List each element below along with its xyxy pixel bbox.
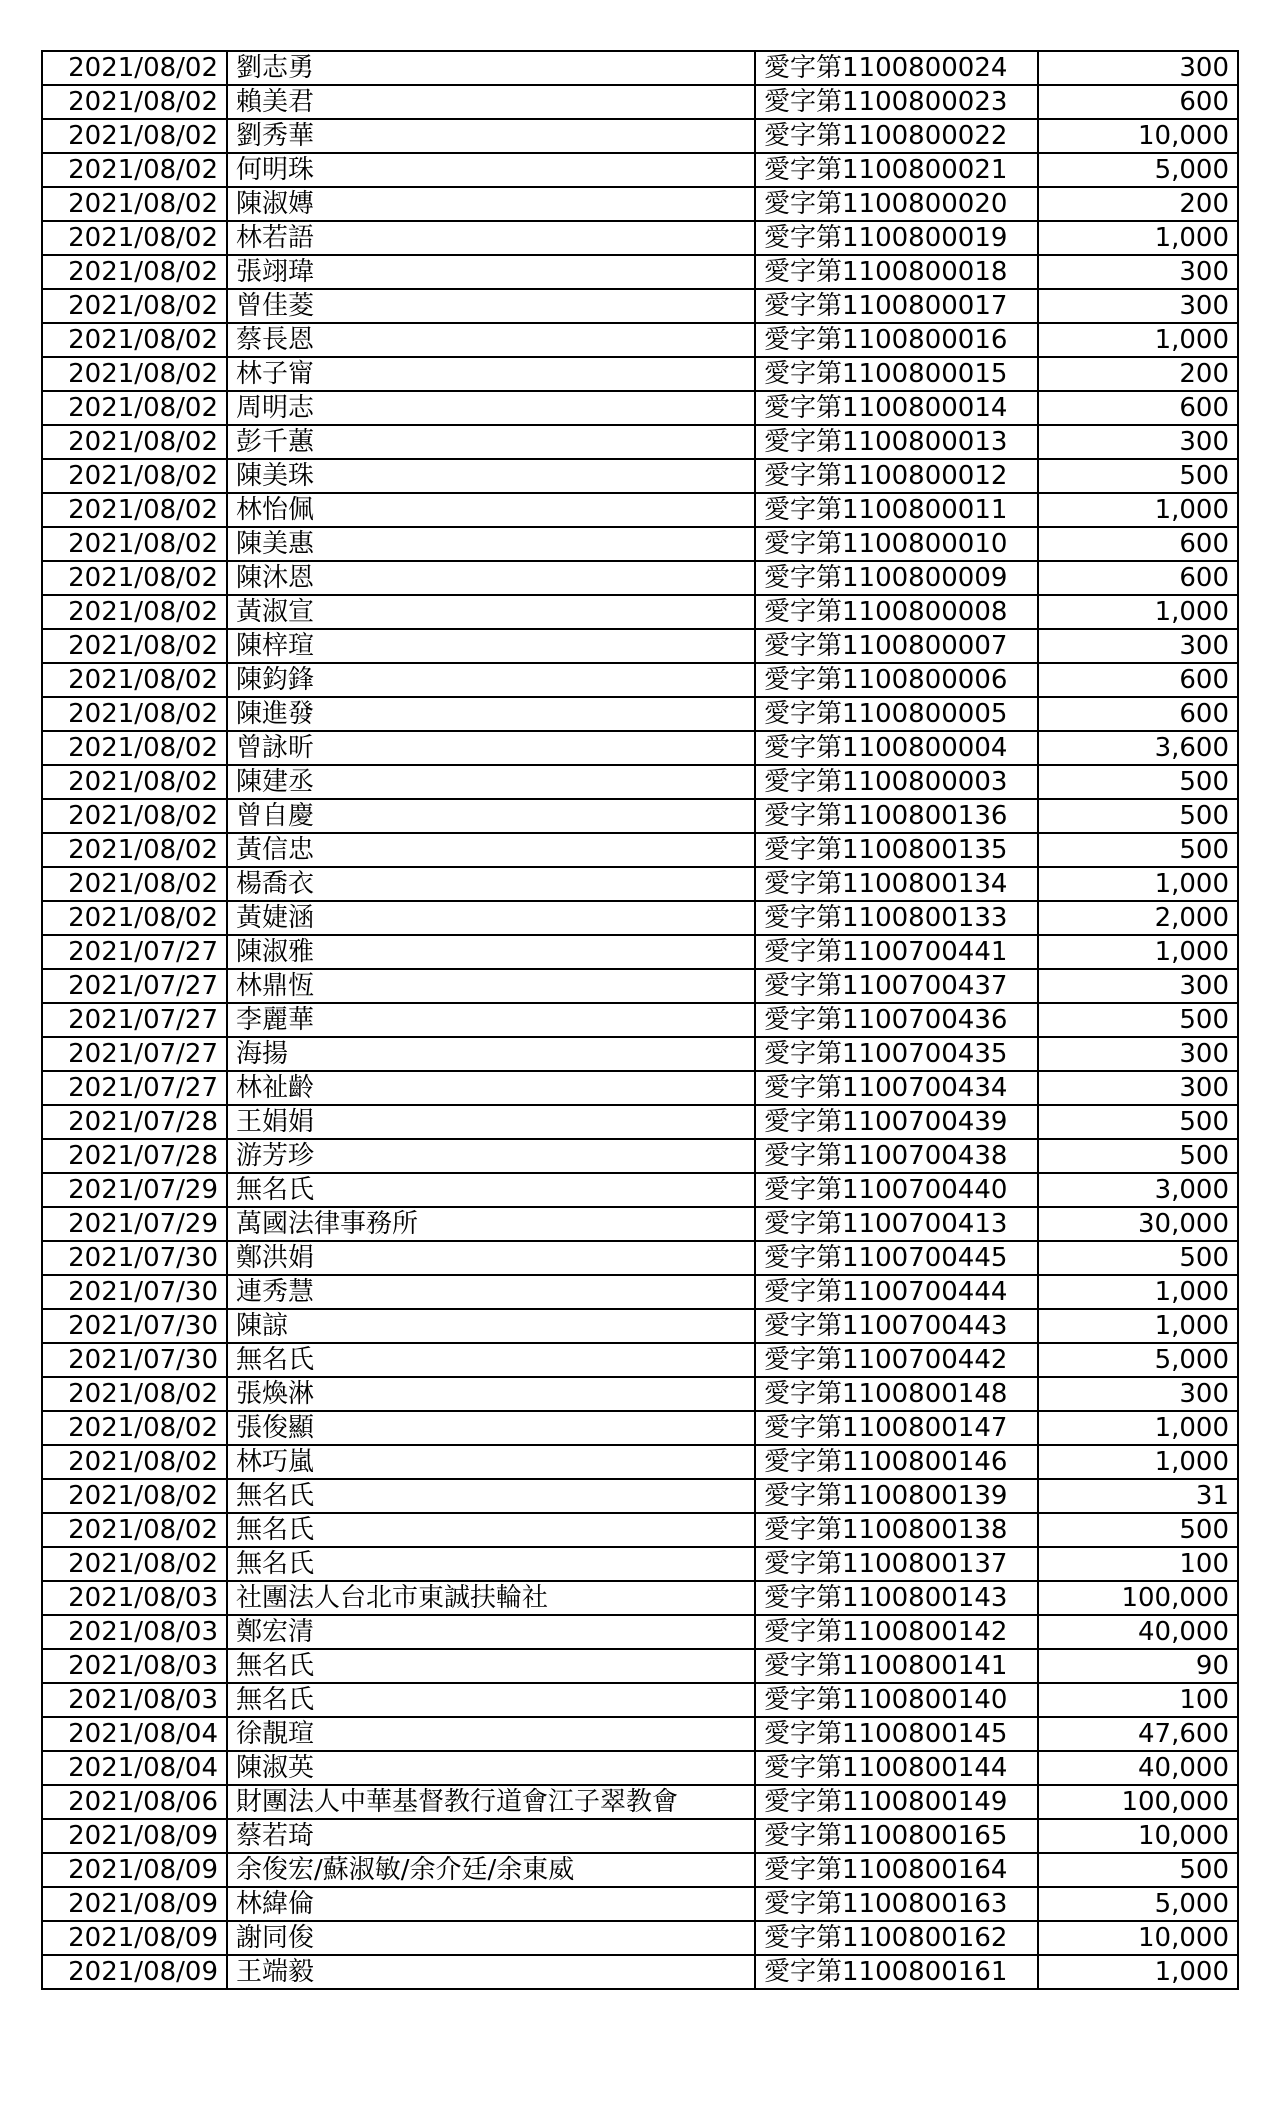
table-row <box>42 595 1238 629</box>
row-date: 2021/07/27 <box>42 1071 227 1105</box>
row-donor-name: 張煥淋 <box>227 1377 755 1411</box>
table-row <box>42 1037 1238 1071</box>
row-amount: 10,000 <box>1038 1921 1238 1955</box>
row-date: 2021/07/29 <box>42 1207 227 1241</box>
row-donor-name: 蔡若琦 <box>227 1819 755 1853</box>
table-row <box>42 629 1238 663</box>
row-donor-name: 財團法人中華基督教行道會江子翠教會 <box>227 1785 755 1819</box>
row-donor-name: 林怡佩 <box>227 493 755 527</box>
row-amount: 600 <box>1038 85 1238 119</box>
table-row <box>42 357 1238 391</box>
row-receipt-number: 愛字第1100800011 <box>755 493 1038 527</box>
row-donor-name: 林若語 <box>227 221 755 255</box>
row-date: 2021/08/02 <box>42 765 227 799</box>
row-receipt-number: 愛字第1100700436 <box>755 1003 1038 1037</box>
row-donor-name: 王端毅 <box>227 1955 755 1989</box>
row-amount: 1,000 <box>1038 1955 1238 1989</box>
row-date: 2021/07/30 <box>42 1275 227 1309</box>
table-row <box>42 1071 1238 1105</box>
row-amount: 500 <box>1038 799 1238 833</box>
row-donor-name: 何明珠 <box>227 153 755 187</box>
row-amount: 300 <box>1038 51 1238 85</box>
row-receipt-number: 愛字第1100700442 <box>755 1343 1038 1377</box>
table-row <box>42 1513 1238 1547</box>
row-amount: 600 <box>1038 697 1238 731</box>
table-row <box>42 1377 1238 1411</box>
row-amount: 1,000 <box>1038 221 1238 255</box>
row-date: 2021/07/28 <box>42 1105 227 1139</box>
row-receipt-number: 愛字第1100800164 <box>755 1853 1038 1887</box>
row-amount: 1,000 <box>1038 935 1238 969</box>
row-amount: 300 <box>1038 289 1238 323</box>
row-donor-name: 陳沐恩 <box>227 561 755 595</box>
row-date: 2021/08/03 <box>42 1615 227 1649</box>
table-row <box>42 1173 1238 1207</box>
row-date: 2021/08/09 <box>42 1887 227 1921</box>
row-date: 2021/08/02 <box>42 153 227 187</box>
table-row <box>42 85 1238 119</box>
table-row <box>42 935 1238 969</box>
table-row <box>42 1853 1238 1887</box>
row-receipt-number: 愛字第1100800006 <box>755 663 1038 697</box>
row-receipt-number: 愛字第1100800020 <box>755 187 1038 221</box>
row-receipt-number: 愛字第1100700443 <box>755 1309 1038 1343</box>
row-receipt-number: 愛字第1100800147 <box>755 1411 1038 1445</box>
row-date: 2021/08/02 <box>42 323 227 357</box>
row-donor-name: 萬國法律事務所 <box>227 1207 755 1241</box>
row-donor-name: 劉秀華 <box>227 119 755 153</box>
row-donor-name: 游芳珍 <box>227 1139 755 1173</box>
row-date: 2021/08/02 <box>42 663 227 697</box>
row-date: 2021/07/28 <box>42 1139 227 1173</box>
row-amount: 600 <box>1038 527 1238 561</box>
row-date: 2021/08/02 <box>42 799 227 833</box>
row-date: 2021/08/02 <box>42 901 227 935</box>
row-date: 2021/08/02 <box>42 85 227 119</box>
table-row <box>42 1955 1238 1989</box>
row-date: 2021/08/02 <box>42 357 227 391</box>
row-date: 2021/08/04 <box>42 1751 227 1785</box>
row-amount: 100,000 <box>1038 1785 1238 1819</box>
row-amount: 600 <box>1038 663 1238 697</box>
row-receipt-number: 愛字第1100800140 <box>755 1683 1038 1717</box>
table-row <box>42 221 1238 255</box>
row-amount: 600 <box>1038 561 1238 595</box>
table-row <box>42 1479 1238 1513</box>
row-amount: 1,000 <box>1038 1445 1238 1479</box>
row-donor-name: 陳淑嫥 <box>227 187 755 221</box>
row-donor-name: 曾自慶 <box>227 799 755 833</box>
row-date: 2021/08/02 <box>42 289 227 323</box>
row-receipt-number: 愛字第1100700413 <box>755 1207 1038 1241</box>
row-amount: 500 <box>1038 833 1238 867</box>
row-donor-name: 連秀慧 <box>227 1275 755 1309</box>
table-row <box>42 1547 1238 1581</box>
row-amount: 500 <box>1038 459 1238 493</box>
row-date: 2021/07/27 <box>42 935 227 969</box>
row-date: 2021/08/02 <box>42 459 227 493</box>
table-row <box>42 119 1238 153</box>
row-receipt-number: 愛字第1100800023 <box>755 85 1038 119</box>
row-amount: 200 <box>1038 187 1238 221</box>
row-amount: 10,000 <box>1038 1819 1238 1853</box>
table-row <box>42 697 1238 731</box>
row-donor-name: 鄭洪娟 <box>227 1241 755 1275</box>
row-receipt-number: 愛字第1100700437 <box>755 969 1038 1003</box>
row-donor-name: 曾詠昕 <box>227 731 755 765</box>
row-donor-name: 李麗華 <box>227 1003 755 1037</box>
row-donor-name: 賴美君 <box>227 85 755 119</box>
table-row <box>42 1309 1238 1343</box>
row-date: 2021/08/02 <box>42 425 227 459</box>
row-receipt-number: 愛字第1100800144 <box>755 1751 1038 1785</box>
row-date: 2021/08/02 <box>42 391 227 425</box>
table-row <box>42 51 1238 85</box>
row-receipt-number: 愛字第1100800005 <box>755 697 1038 731</box>
table-row <box>42 1717 1238 1751</box>
row-receipt-number: 愛字第1100800138 <box>755 1513 1038 1547</box>
row-receipt-number: 愛字第1100700440 <box>755 1173 1038 1207</box>
row-receipt-number: 愛字第1100800009 <box>755 561 1038 595</box>
table-row <box>42 1649 1238 1683</box>
row-amount: 600 <box>1038 391 1238 425</box>
row-date: 2021/08/02 <box>42 561 227 595</box>
row-date: 2021/08/02 <box>42 527 227 561</box>
table-row <box>42 187 1238 221</box>
row-date: 2021/08/09 <box>42 1955 227 1989</box>
row-donor-name: 海揚 <box>227 1037 755 1071</box>
row-amount: 300 <box>1038 1377 1238 1411</box>
row-receipt-number: 愛字第1100800012 <box>755 459 1038 493</box>
row-date: 2021/08/02 <box>42 255 227 289</box>
row-amount: 500 <box>1038 1003 1238 1037</box>
row-amount: 47,600 <box>1038 1717 1238 1751</box>
row-donor-name: 黃信忠 <box>227 833 755 867</box>
row-donor-name: 林緯倫 <box>227 1887 755 1921</box>
row-amount: 300 <box>1038 629 1238 663</box>
table-row <box>42 1921 1238 1955</box>
table-row <box>42 527 1238 561</box>
row-receipt-number: 愛字第1100800143 <box>755 1581 1038 1615</box>
table-row <box>42 867 1238 901</box>
row-amount: 500 <box>1038 1513 1238 1547</box>
row-receipt-number: 愛字第1100800135 <box>755 833 1038 867</box>
row-donor-name: 陳梓瑄 <box>227 629 755 663</box>
row-receipt-number: 愛字第1100800161 <box>755 1955 1038 1989</box>
row-amount: 500 <box>1038 1139 1238 1173</box>
ledger-body <box>42 51 1238 1989</box>
row-receipt-number: 愛字第1100800134 <box>755 867 1038 901</box>
row-receipt-number: 愛字第1100800003 <box>755 765 1038 799</box>
row-amount: 1,000 <box>1038 1309 1238 1343</box>
table-row <box>42 1411 1238 1445</box>
row-donor-name: 社團法人台北市東誠扶輪社 <box>227 1581 755 1615</box>
row-date: 2021/08/02 <box>42 119 227 153</box>
row-receipt-number: 愛字第1100800008 <box>755 595 1038 629</box>
row-date: 2021/08/02 <box>42 1411 227 1445</box>
row-date: 2021/08/04 <box>42 1717 227 1751</box>
row-donor-name: 謝同俊 <box>227 1921 755 1955</box>
row-donor-name: 陳建丞 <box>227 765 755 799</box>
row-donor-name: 王娟娟 <box>227 1105 755 1139</box>
row-receipt-number: 愛字第1100800145 <box>755 1717 1038 1751</box>
row-donor-name: 黃淑宣 <box>227 595 755 629</box>
row-receipt-number: 愛字第1100800142 <box>755 1615 1038 1649</box>
row-receipt-number: 愛字第1100700444 <box>755 1275 1038 1309</box>
row-receipt-number: 愛字第1100800163 <box>755 1887 1038 1921</box>
row-date: 2021/08/02 <box>42 493 227 527</box>
row-donor-name: 無名氏 <box>227 1547 755 1581</box>
table-row <box>42 425 1238 459</box>
row-amount: 1,000 <box>1038 493 1238 527</box>
row-receipt-number: 愛字第1100800162 <box>755 1921 1038 1955</box>
row-amount: 100,000 <box>1038 1581 1238 1615</box>
row-amount: 100 <box>1038 1547 1238 1581</box>
row-amount: 31 <box>1038 1479 1238 1513</box>
table-row <box>42 1683 1238 1717</box>
row-receipt-number: 愛字第1100700434 <box>755 1071 1038 1105</box>
row-donor-name: 無名氏 <box>227 1343 755 1377</box>
row-amount: 300 <box>1038 1037 1238 1071</box>
table-row <box>42 1785 1238 1819</box>
row-amount: 1,000 <box>1038 595 1238 629</box>
row-donor-name: 余俊宏/蘇淑敏/余介廷/余東威 <box>227 1853 755 1887</box>
row-donor-name: 陳淑雅 <box>227 935 755 969</box>
row-donor-name: 無名氏 <box>227 1479 755 1513</box>
row-date: 2021/07/30 <box>42 1343 227 1377</box>
row-amount: 90 <box>1038 1649 1238 1683</box>
row-date: 2021/08/02 <box>42 629 227 663</box>
row-amount: 40,000 <box>1038 1615 1238 1649</box>
table-row <box>42 1343 1238 1377</box>
row-date: 2021/08/02 <box>42 595 227 629</box>
row-receipt-number: 愛字第1100800015 <box>755 357 1038 391</box>
row-donor-name: 陳鈞鋒 <box>227 663 755 697</box>
row-receipt-number: 愛字第1100800148 <box>755 1377 1038 1411</box>
table-row <box>42 1139 1238 1173</box>
table-row <box>42 1105 1238 1139</box>
row-amount: 1,000 <box>1038 1411 1238 1445</box>
row-amount: 5,000 <box>1038 153 1238 187</box>
row-date: 2021/08/09 <box>42 1819 227 1853</box>
row-donor-name: 林子甯 <box>227 357 755 391</box>
table-row <box>42 731 1238 765</box>
row-amount: 10,000 <box>1038 119 1238 153</box>
row-amount: 1,000 <box>1038 867 1238 901</box>
table-row <box>42 1241 1238 1275</box>
row-donor-name: 陳進發 <box>227 697 755 731</box>
table-row <box>42 1819 1238 1853</box>
row-donor-name: 林鼎恆 <box>227 969 755 1003</box>
row-receipt-number: 愛字第1100800139 <box>755 1479 1038 1513</box>
row-receipt-number: 愛字第1100800004 <box>755 731 1038 765</box>
row-donor-name: 林祉齡 <box>227 1071 755 1105</box>
row-date: 2021/08/02 <box>42 833 227 867</box>
table-row <box>42 1445 1238 1479</box>
table-row <box>42 459 1238 493</box>
table-row <box>42 969 1238 1003</box>
row-receipt-number: 愛字第1100800146 <box>755 1445 1038 1479</box>
table-row <box>42 1581 1238 1615</box>
table-row <box>42 289 1238 323</box>
row-date: 2021/07/27 <box>42 1037 227 1071</box>
row-date: 2021/08/03 <box>42 1683 227 1717</box>
table-row <box>42 901 1238 935</box>
table-row <box>42 153 1238 187</box>
row-receipt-number: 愛字第1100700439 <box>755 1105 1038 1139</box>
row-donor-name: 陳淑英 <box>227 1751 755 1785</box>
row-date: 2021/07/30 <box>42 1309 227 1343</box>
row-date: 2021/08/02 <box>42 1479 227 1513</box>
row-receipt-number: 愛字第1100800013 <box>755 425 1038 459</box>
table-row <box>42 493 1238 527</box>
row-date: 2021/08/09 <box>42 1853 227 1887</box>
row-donor-name: 無名氏 <box>227 1649 755 1683</box>
row-date: 2021/08/06 <box>42 1785 227 1819</box>
row-donor-name: 陳諒 <box>227 1309 755 1343</box>
row-amount: 40,000 <box>1038 1751 1238 1785</box>
row-receipt-number: 愛字第1100800016 <box>755 323 1038 357</box>
row-donor-name: 陳美惠 <box>227 527 755 561</box>
row-amount: 3,600 <box>1038 731 1238 765</box>
row-amount: 300 <box>1038 255 1238 289</box>
row-donor-name: 楊喬衣 <box>227 867 755 901</box>
row-date: 2021/08/09 <box>42 1921 227 1955</box>
row-amount: 100 <box>1038 1683 1238 1717</box>
row-receipt-number: 愛字第1100700438 <box>755 1139 1038 1173</box>
row-receipt-number: 愛字第1100800017 <box>755 289 1038 323</box>
row-receipt-number: 愛字第1100800136 <box>755 799 1038 833</box>
table-row <box>42 1207 1238 1241</box>
table-row <box>42 323 1238 357</box>
row-donor-name: 徐靚瑄 <box>227 1717 755 1751</box>
table-row <box>42 1887 1238 1921</box>
row-amount: 500 <box>1038 1105 1238 1139</box>
row-date: 2021/08/02 <box>42 697 227 731</box>
row-amount: 300 <box>1038 1071 1238 1105</box>
row-date: 2021/07/27 <box>42 969 227 1003</box>
row-donor-name: 無名氏 <box>227 1173 755 1207</box>
table-row <box>42 255 1238 289</box>
table-row <box>42 1615 1238 1649</box>
table-row <box>42 561 1238 595</box>
row-date: 2021/08/02 <box>42 1513 227 1547</box>
row-donor-name: 陳美珠 <box>227 459 755 493</box>
row-amount: 500 <box>1038 1853 1238 1887</box>
row-amount: 5,000 <box>1038 1343 1238 1377</box>
row-receipt-number: 愛字第1100800024 <box>755 51 1038 85</box>
row-amount: 200 <box>1038 357 1238 391</box>
row-amount: 5,000 <box>1038 1887 1238 1921</box>
row-donor-name: 林巧嵐 <box>227 1445 755 1479</box>
row-amount: 30,000 <box>1038 1207 1238 1241</box>
row-receipt-number: 愛字第1100800149 <box>755 1785 1038 1819</box>
table-row <box>42 1003 1238 1037</box>
row-receipt-number: 愛字第1100800022 <box>755 119 1038 153</box>
row-receipt-number: 愛字第1100800137 <box>755 1547 1038 1581</box>
row-date: 2021/08/02 <box>42 1377 227 1411</box>
row-date: 2021/07/29 <box>42 1173 227 1207</box>
row-amount: 1,000 <box>1038 323 1238 357</box>
row-date: 2021/08/02 <box>42 1547 227 1581</box>
row-receipt-number: 愛字第1100800014 <box>755 391 1038 425</box>
row-receipt-number: 愛字第1100700435 <box>755 1037 1038 1071</box>
table-row <box>42 833 1238 867</box>
row-receipt-number: 愛字第1100800018 <box>755 255 1038 289</box>
table-row <box>42 391 1238 425</box>
row-receipt-number: 愛字第1100700441 <box>755 935 1038 969</box>
table-row <box>42 765 1238 799</box>
row-receipt-number: 愛字第1100800165 <box>755 1819 1038 1853</box>
row-date: 2021/07/30 <box>42 1241 227 1275</box>
row-date: 2021/08/02 <box>42 867 227 901</box>
row-receipt-number: 愛字第1100800133 <box>755 901 1038 935</box>
row-receipt-number: 愛字第1100800007 <box>755 629 1038 663</box>
row-donor-name: 黃婕涵 <box>227 901 755 935</box>
row-amount: 3,000 <box>1038 1173 1238 1207</box>
row-donor-name: 彭千蕙 <box>227 425 755 459</box>
row-date: 2021/08/03 <box>42 1649 227 1683</box>
table-row <box>42 1275 1238 1309</box>
row-donor-name: 無名氏 <box>227 1683 755 1717</box>
row-donor-name: 周明志 <box>227 391 755 425</box>
row-date: 2021/08/02 <box>42 221 227 255</box>
row-date: 2021/08/02 <box>42 187 227 221</box>
row-amount: 500 <box>1038 1241 1238 1275</box>
row-receipt-number: 愛字第1100800010 <box>755 527 1038 561</box>
row-amount: 300 <box>1038 425 1238 459</box>
table-row <box>42 1751 1238 1785</box>
row-donor-name: 蔡長恩 <box>227 323 755 357</box>
donation-ledger-table <box>41 50 1239 1990</box>
row-donor-name: 無名氏 <box>227 1513 755 1547</box>
row-donor-name: 鄭宏清 <box>227 1615 755 1649</box>
row-donor-name: 張翊瑋 <box>227 255 755 289</box>
row-amount: 2,000 <box>1038 901 1238 935</box>
row-donor-name: 曾佳菱 <box>227 289 755 323</box>
row-amount: 1,000 <box>1038 1275 1238 1309</box>
row-amount: 500 <box>1038 765 1238 799</box>
table-row <box>42 799 1238 833</box>
row-date: 2021/08/03 <box>42 1581 227 1615</box>
table-row <box>42 663 1238 697</box>
row-date: 2021/08/02 <box>42 51 227 85</box>
row-donor-name: 劉志勇 <box>227 51 755 85</box>
row-donor-name: 張俊顯 <box>227 1411 755 1445</box>
row-receipt-number: 愛字第1100800019 <box>755 221 1038 255</box>
row-receipt-number: 愛字第1100700445 <box>755 1241 1038 1275</box>
row-date: 2021/08/02 <box>42 731 227 765</box>
row-amount: 300 <box>1038 969 1238 1003</box>
row-date: 2021/07/27 <box>42 1003 227 1037</box>
row-receipt-number: 愛字第1100800141 <box>755 1649 1038 1683</box>
row-date: 2021/08/02 <box>42 1445 227 1479</box>
row-receipt-number: 愛字第1100800021 <box>755 153 1038 187</box>
